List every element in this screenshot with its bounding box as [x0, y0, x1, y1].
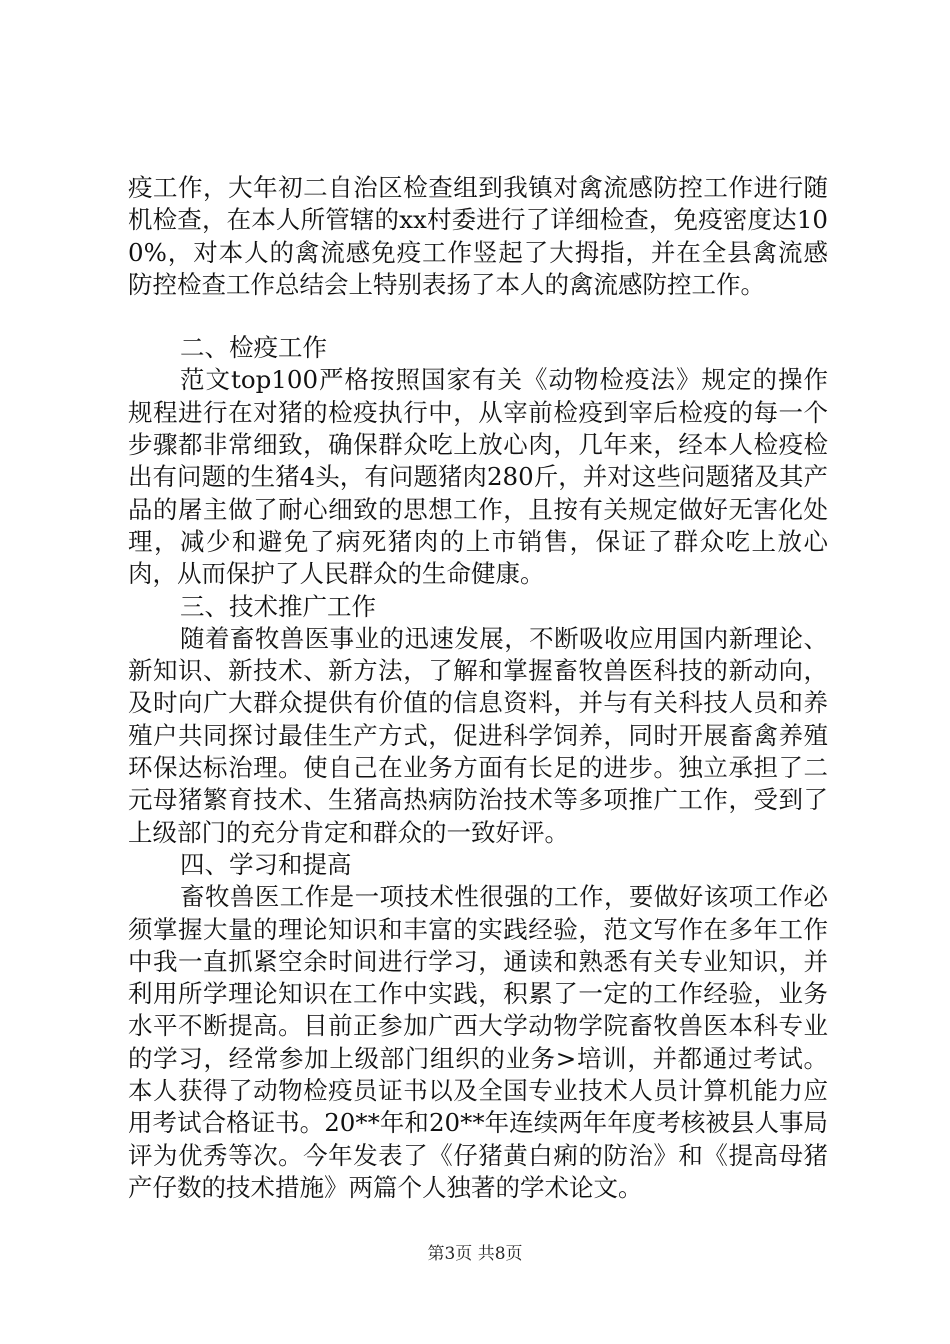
paragraph-study: 畜牧兽医工作是一项技术性很强的工作，要做好该项工作必须掌握大量的理论知识和丰富的实践经验，范文写作在多年工作中我一直抓紧空余时间进行学习，通读和熟悉有关专业知识，并利用所学理论知识在工作中实践，积累了一定的工作经验，业务水平不断提高。目前正参加广西大学动物学院畜牧兽医本科专业的学习，经常参加上级部门组织的业务>培训，并都通过考试。本人获得了动物检疫员证书以及全国专业技术人员计算机能力应用考试合格证书。20**年和20**年连续两年年度考核被县人事局评为优秀等次。今年发表了《仔猪黄白痢的防治》和《提高母猪产仔数的技术措施》两篇个人独著的学术论文。 — [128, 882, 828, 1202]
paragraph-quarantine: 范文top100严格按照国家有关《动物检疫法》规定的操作规程进行在对猪的检疫执行中，从宰前检疫到宰后检疫的每一个步骤都非常细致，确保群众吃上放心肉，几年来，经本人检疫检出有问题的生猪4头，有问题猪肉280斤，并对这些问题猪及其产品的屠主做了耐心细致的思想工作，且按有关规定做好无害化处理，减少和避免了病死猪肉的上市销售，保证了群众吃上放心肉，从而保护了人民群众的生命健康。 — [128, 365, 828, 589]
section-heading-tech-promotion: 三、技术推广工作 — [180, 591, 376, 621]
paragraph-gap — [128, 301, 828, 332]
page-number-footer: 第3页 共8页 — [427, 1244, 523, 1264]
section-heading-study: 四、学习和提高 — [180, 849, 352, 879]
paragraph-tech-promotion: 随着畜牧兽医事业的迅速发展，不断吸收应用国内新理论、新知识、新技术、新方法，了解和掌握畜牧兽医科技的新动向，及时向广大群众提供有价值的信息资料，并与有关科技人员和养殖户共同探讨最佳生产方式，促进科学饲养，同时开展畜禽养殖环保达标治理。使自己在业务方面有长足的进步。独立承担了二元母猪繁育技术、生猪高热病防治技术等多项推广工作，受到了上级部门的充分肯定和群众的一致好评。 — [128, 623, 828, 847]
paragraph-continuation: 疫工作，大年初二自治区检查组到我镇对禽流感防控工作进行随机检查，在本人所管辖的xx村委进行了详细检查，免疫密度达100%，对本人的禽流感免疫工作竖起了大拇指，并在全县禽流感防控检查工作总结会上特别表扬了本人的禽流感防控工作。 — [128, 173, 828, 299]
document-body — [128, 172, 828, 1204]
section-heading-quarantine: 二、检疫工作 — [180, 333, 327, 363]
